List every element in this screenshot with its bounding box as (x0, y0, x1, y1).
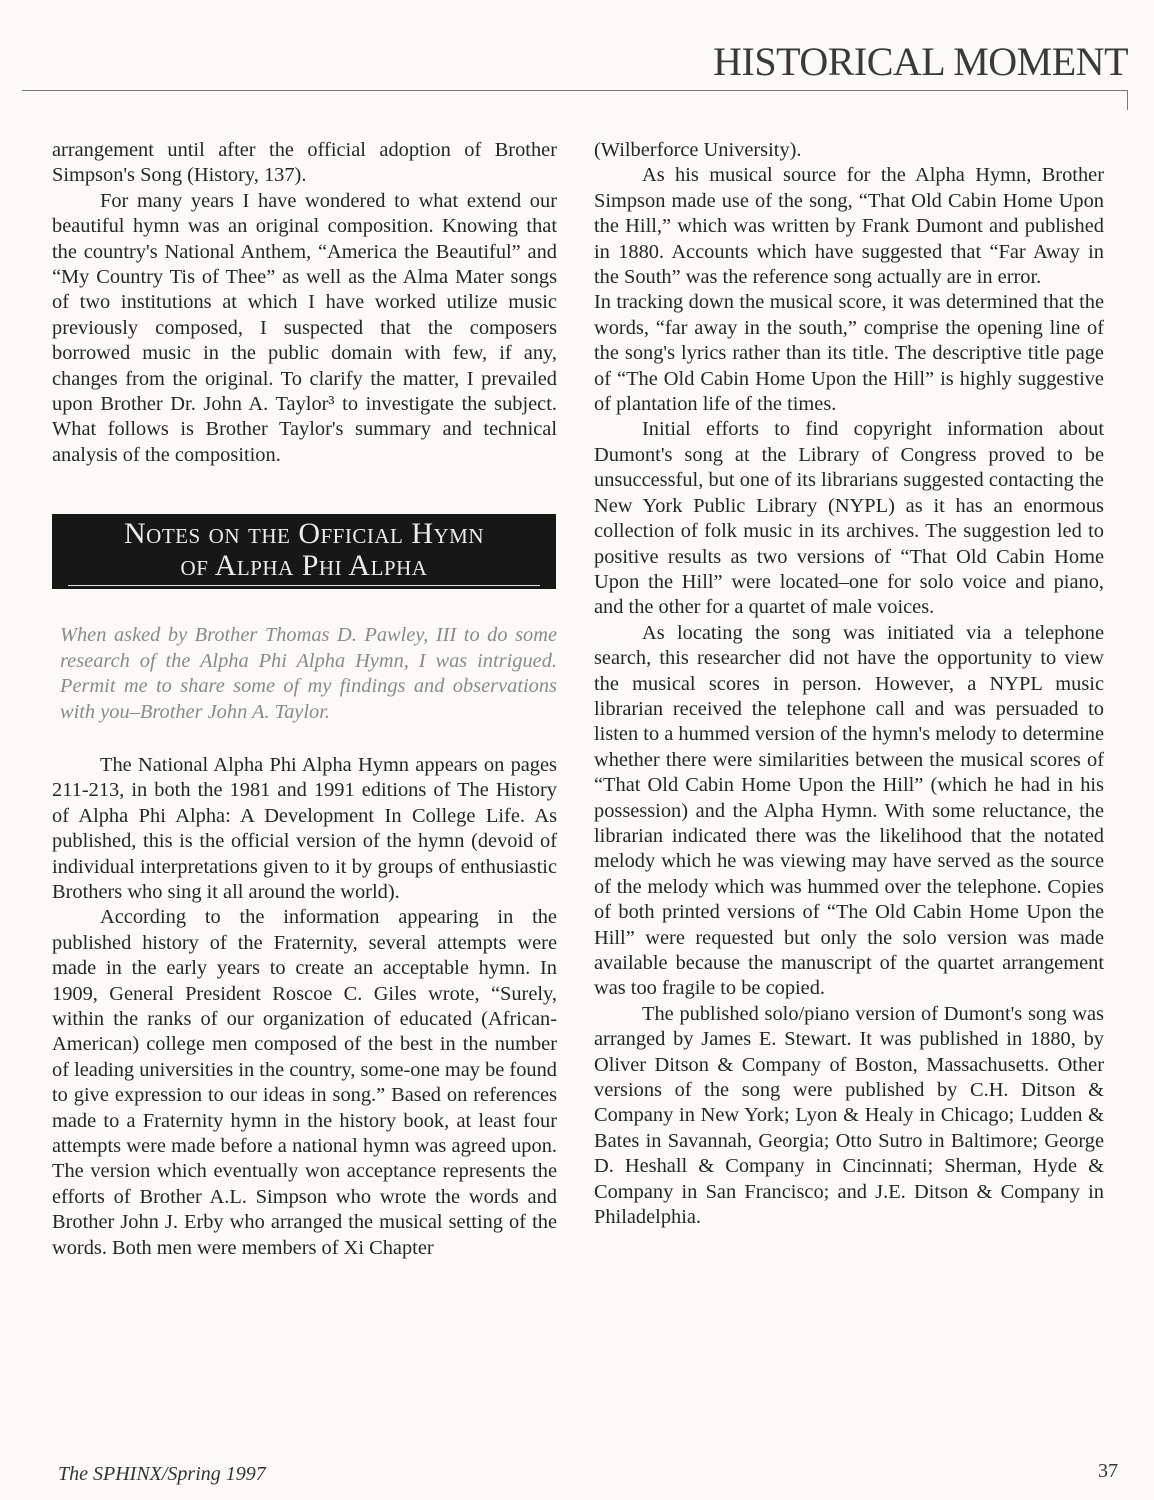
right-paragraph-6: The published solo/piano version of Dumont's song was arranged by James E. Stewart. It was published in 1880, by Oliver Ditson & Company of Boston, Massachusetts. Other versions of the song were published by C.H. Ditson & Company in New York; Lyon & Healy in Chicago; Ludden & Bates in Savannah, Georgia; Otto Sutro in Baltimore; George D. Heshall & Company in Cincinnati; Sherman, Hyde & Company in San Francisco; and J.E. Ditson & Company in Philadelphia. (594, 1002, 1104, 1229)
right-paragraph-1: (Wilberforce University). (594, 139, 802, 161)
right-paragraph-2: As his musical source for the Alpha Hymn, Brother Simpson made use of the song, “That Old Cabin Home Upon the Hill,” which was written by Frank Dumont and published in 1880. Accounts which have suggested that “Far Away in the South” was the reference song actually are in error. (594, 164, 1104, 289)
right-paragraph-3: In tracking down the musical score, it was determined that the words, “far away in the south,” comprise the opening line of the song's lyrics rather than its title. The descriptive title page of “The Old Cabin Home Upon the Hill” is highly suggestive of plantation life of the times. (594, 291, 1104, 416)
header-rule-vertical (1127, 90, 1128, 110)
left-paragraph-3: The National Alpha Phi Alpha Hymn appears on pages 211-213, in both the 1981 and 1991 editions of The History of Alpha Phi Alpha: A Development In College Life. As published, this is the official version of the hymn (devoid of individual interpretations given to it by groups of enthusiastic Brothers who sing it all around the world). (52, 753, 557, 903)
right-column (594, 138, 1104, 1230)
banner-underline (68, 585, 540, 586)
right-paragraph-4: Initial efforts to find copyright information about Dumont's song at the Library of Congress proved to be unsuccessful, but one of its librarians suggested contacting the New York Public Library (NYPL) as it has an enormous collection of folk music in its archives. The suggestion led to positive results as two versions of “That Old Cabin Home Upon the Hill” were located–one for solo voice and piano, and the other for a quartet of male voices. (594, 418, 1104, 619)
page-number: 37 (1098, 1460, 1118, 1482)
article-title-banner (52, 514, 556, 589)
left-paragraph-2: For many years I have wondered to what extend our beautiful hymn was an original composition. Knowing that the country's National Anthem, “America the Beautiful” and “My Country Tis of Thee” as well as the Alma Mater songs of two institutions at which I have worked utilize music previously composed, I suspected that the composers borrowed music in the public domain with few, if any, changes from the original. To clarify the matter, I prevailed upon Brother Dr. John A. Taylor³ to investigate the subject. What follows is Brother Taylor's summary and technical analysis of the composition. (52, 189, 557, 466)
left-paragraph-1: arrangement until after the official adoption of Brother Simpson's Song (History, 137). (52, 139, 557, 187)
left-column (52, 138, 557, 1261)
left-paragraph-4: According to the information appearing in the published history of the Fraternity, several attempts were made in the early years to create an acceptable hymn. In 1909, General President Roscoe C. Giles wrote, “Surely, within the ranks of our organization of educated (African-American) college men composed of the best in the number of leading universities in the country, some-one may be found to give expression to our ideas in song.” Based on references made to a Fraternity hymn in the history book, at least four attempts were made before a national hymn was agreed upon. The version which eventually won acceptance represents the efforts of Brother A.L. Simpson who wrote the words and Brother John J. Erby who arranged the musical setting of the words. Both men were members of Xi Chapter (52, 906, 557, 1259)
header-rule (22, 90, 1128, 91)
banner-title-line-2: of Alpha Phi Alpha (180, 549, 428, 583)
footer-publication: The SPHINX/Spring 1997 (58, 1463, 266, 1485)
banner-title-line-1: Notes on the Official Hymn (124, 517, 484, 551)
section-header-title: HISTORICAL MOMENT (713, 39, 1128, 84)
right-paragraph-5: As locating the song was initiated via a telephone search, this researcher did not have the opportunity to view the musical scores in person. However, a NYPL music librarian received the telephone call and was persuaded to listen to a hummed version of the hymn's melody to determine whether there were similarities between the musical scores of “That Old Cabin Home Upon the Hill” (which he had in his possession) and the Alpha Hymn. With some reluctance, the librarian indicated there was the likelihood that the notated melody which he was viewing may have served as the source of the melody which was hummed over the telephone. Copies of both printed versions of “The Old Cabin Home Upon the Hill” were requested but only the solo version was made available because the manuscript of the quartet arrangement was too fragile to be copied. (594, 621, 1104, 1000)
intro-note: When asked by Brother Thomas D. Pawley, III to do some research of the Alpha Phi Alpha Hymn, I was intrigued. Permit me to share some of my findings and observations with you–Brother John A. Taylor. (60, 624, 557, 723)
